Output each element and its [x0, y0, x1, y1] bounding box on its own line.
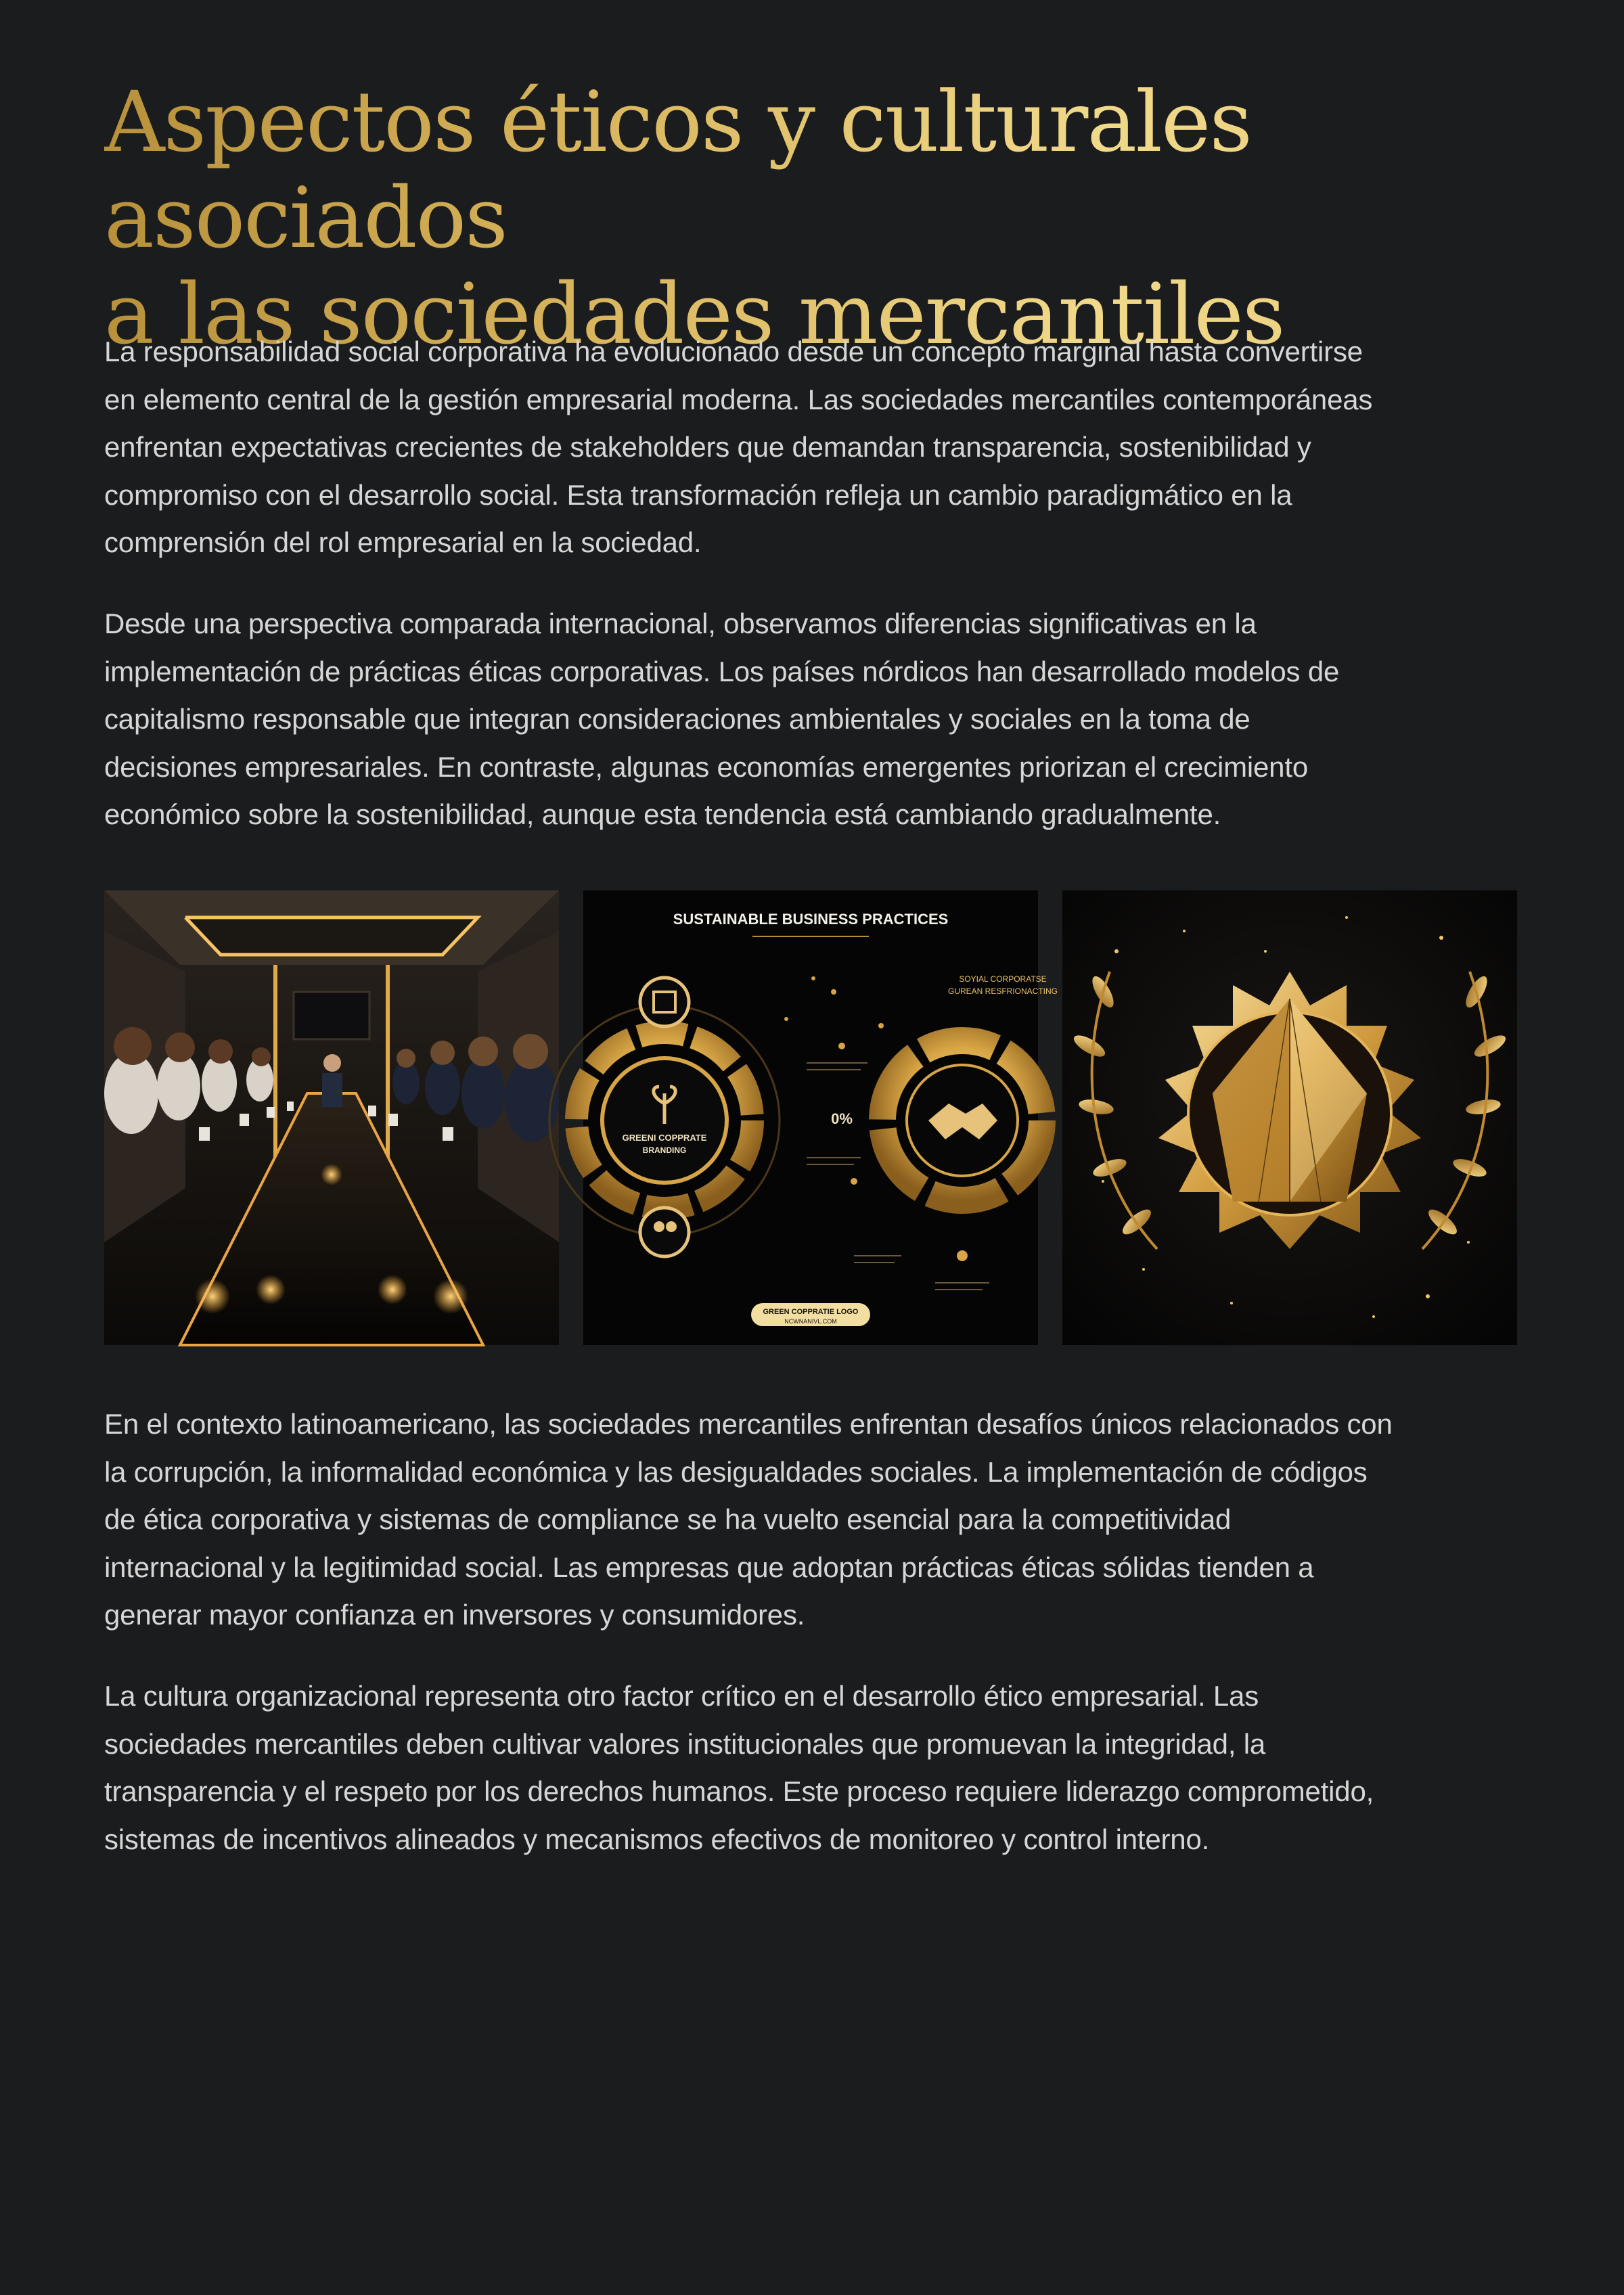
paragraph-line: En el contexto latinoamericano, las sociedades mercantiles enfrentan desafíos únicos relacionados con — [104, 1408, 1393, 1440]
sustainability-infographic-icon — [583, 890, 1058, 1345]
golden-emblem-image — [1062, 890, 1517, 1345]
paragraph-line: enfrentan expectativas crecientes de stakeholders que demandan transparencia, sostenibilidad y — [104, 431, 1311, 463]
infographic-center-label-2: BRANDING — [642, 1145, 687, 1155]
title-line-1: Aspectos éticos y culturales asociados — [104, 74, 1251, 267]
boardroom-meeting-image — [104, 890, 559, 1345]
sustainability-infographic-image — [583, 890, 1058, 1345]
page-title — [104, 74, 1520, 363]
paragraph-line: comprensión del rol empresarial en la sociedad. — [104, 526, 702, 558]
paragraph-line: compromiso con el desarrollo social. Esta transformación refleja un cambio paradigmático en la — [104, 478, 1292, 511]
paragraph-line: sociedades mercantiles deben cultivar valores institucionales que promuevan la integridad, la — [104, 1727, 1266, 1760]
golden-emblem-icon — [1062, 890, 1517, 1345]
paragraph-csr-evolution — [104, 328, 1372, 567]
paragraph-latin-america-context — [104, 1401, 1393, 1639]
article — [104, 74, 1520, 1855]
paragraph-line: generar mayor confianza en inversores y consumidores. — [104, 1599, 805, 1631]
paragraph-line: en elemento central de la gestión empresarial moderna. Las sociedades mercantiles contemporáneas — [104, 383, 1373, 415]
paragraph-line: capitalismo responsable que integran consideraciones ambientales y sociales en la toma de — [104, 703, 1250, 735]
paragraph-line: económico sobre la sostenibilidad, aunque esta tendencia está cambiando gradualmente. — [104, 798, 1221, 830]
paragraph-line: la corrupción, la informalidad económica y las desigualdades sociales. La implementación de códigos — [104, 1455, 1368, 1488]
paragraph-line: La responsabilidad social corporativa ha evolucionado desde un concepto marginal hasta convertirse — [104, 336, 1363, 367]
paragraph-line: decisiones empresariales. En contraste, algunas economías emergentes priorizan el crecimiento — [104, 750, 1308, 783]
paragraph-line: sistemas de incentivos alineados y mecanismos efectivos de monitoreo y control interno. — [104, 1823, 1210, 1855]
title-line-2: a las sociedades mercantiles — [104, 266, 1284, 363]
infographic-right-label-1: SOYIAL CORPORATSE — [959, 974, 1047, 984]
infographic-center-label-1: GREENI COPPRATE — [622, 1133, 707, 1143]
infographic-heading: SUSTAINABLE BUSINESS PRACTICES — [673, 911, 949, 928]
paragraph-international-comparison — [104, 600, 1339, 839]
paragraph-line: Desde una perspectiva comparada internacional, observamos diferencias significativas en la — [104, 608, 1257, 639]
paragraph-line: internacional y la legitimidad social. Las empresas que adoptan prácticas éticas sólidas tienden a — [104, 1551, 1314, 1583]
infographic-footer-2: NCWNANIVL.COM — [784, 1318, 837, 1325]
paragraph-line: La cultura organizacional representa otro factor crítico en el desarrollo ético empresarial. Las — [104, 1680, 1259, 1712]
boardroom-meeting-photo-icon — [104, 890, 559, 1345]
image-gallery — [104, 890, 1520, 1345]
paragraph-line: de ética corporativa y sistemas de compliance se ha vuelto esencial para la competitividad — [104, 1503, 1232, 1535]
infographic-right-label-2: GUREAN RESFRIONACTING — [947, 986, 1058, 996]
paragraph-organizational-culture — [104, 1673, 1374, 1863]
paragraph-line: transparencia y el respeto por los derechos humanos. Este proceso requiere liderazgo comprometido, — [104, 1775, 1374, 1807]
infographic-percent: 0% — [831, 1110, 853, 1127]
infographic-footer-1: GREEN COPPRATIE LOGO — [763, 1308, 859, 1316]
paragraph-line: implementación de prácticas éticas corporativas. Los países nórdicos han desarrollado modelos de — [104, 655, 1340, 687]
